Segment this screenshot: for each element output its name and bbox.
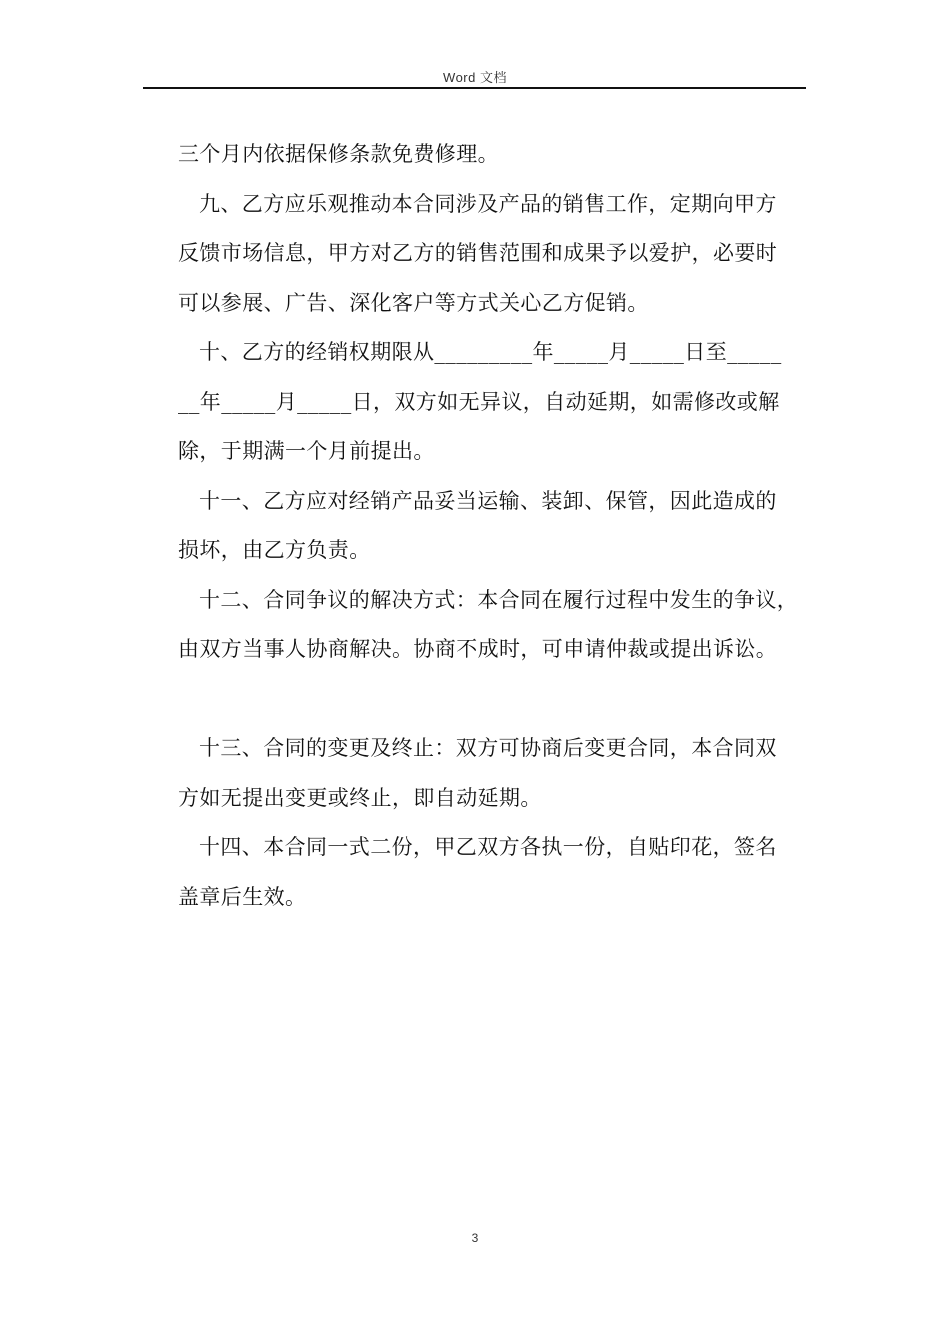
clause-10-line-3: 除，于期满一个月前提出。 <box>178 439 435 463</box>
clause-13-line-1: 十三、合同的变更及终止：双方可协商后变更合同，本合同双 <box>199 736 777 760</box>
clause-10-line-2: __年_____月_____日，双方如无异议，自动延期，如需修改或解 <box>178 389 780 414</box>
clause-11-line-2: 损坏，由乙方负责。 <box>178 538 371 562</box>
clause-9-line-1: 九、乙方应乐观推动本合同涉及产品的销售工作，定期向甲方 <box>199 191 777 216</box>
line-text: 三个月内依据保修条款免费修理。 <box>178 142 499 166</box>
clause-14-line-2: 盖章后生效。 <box>178 884 307 909</box>
clause-14-line-1: 十四、本合同一式二份，甲乙双方各执一份，自贴印花，签名 <box>199 835 777 859</box>
header-title: Word 文档 <box>443 70 507 85</box>
clause-9-line-2: 反馈市场信息，甲方对乙方的销售范围和成果予以爱护，必要时 <box>178 241 778 265</box>
clause-11-line-1: 十一、乙方应对经销产品妥当运输、装卸、保管，因此造成的 <box>199 488 777 513</box>
clause-12-line-2: 由双方当事人协商解决。协商不成时，可申请仲裁或提出诉讼。 <box>178 637 778 661</box>
clause-10-line-1: 十、乙方的经销权期限从_________年_____月_____日至_____ <box>199 340 782 364</box>
clause-13-line-2: 方如无提出变更或终止，即自动延期。 <box>178 785 542 810</box>
document-body <box>178 130 808 922</box>
clause-12-line-1: 十二、合同争议的解决方式：本合同在履行过程中发生的争议， <box>199 587 799 612</box>
page-number: 3 <box>471 1231 479 1245</box>
blank-line <box>178 675 808 725</box>
header-divider <box>143 87 806 89</box>
clause-9-line-3: 可以参展、广告、深化客户等方式关心乙方促销。 <box>178 290 649 315</box>
